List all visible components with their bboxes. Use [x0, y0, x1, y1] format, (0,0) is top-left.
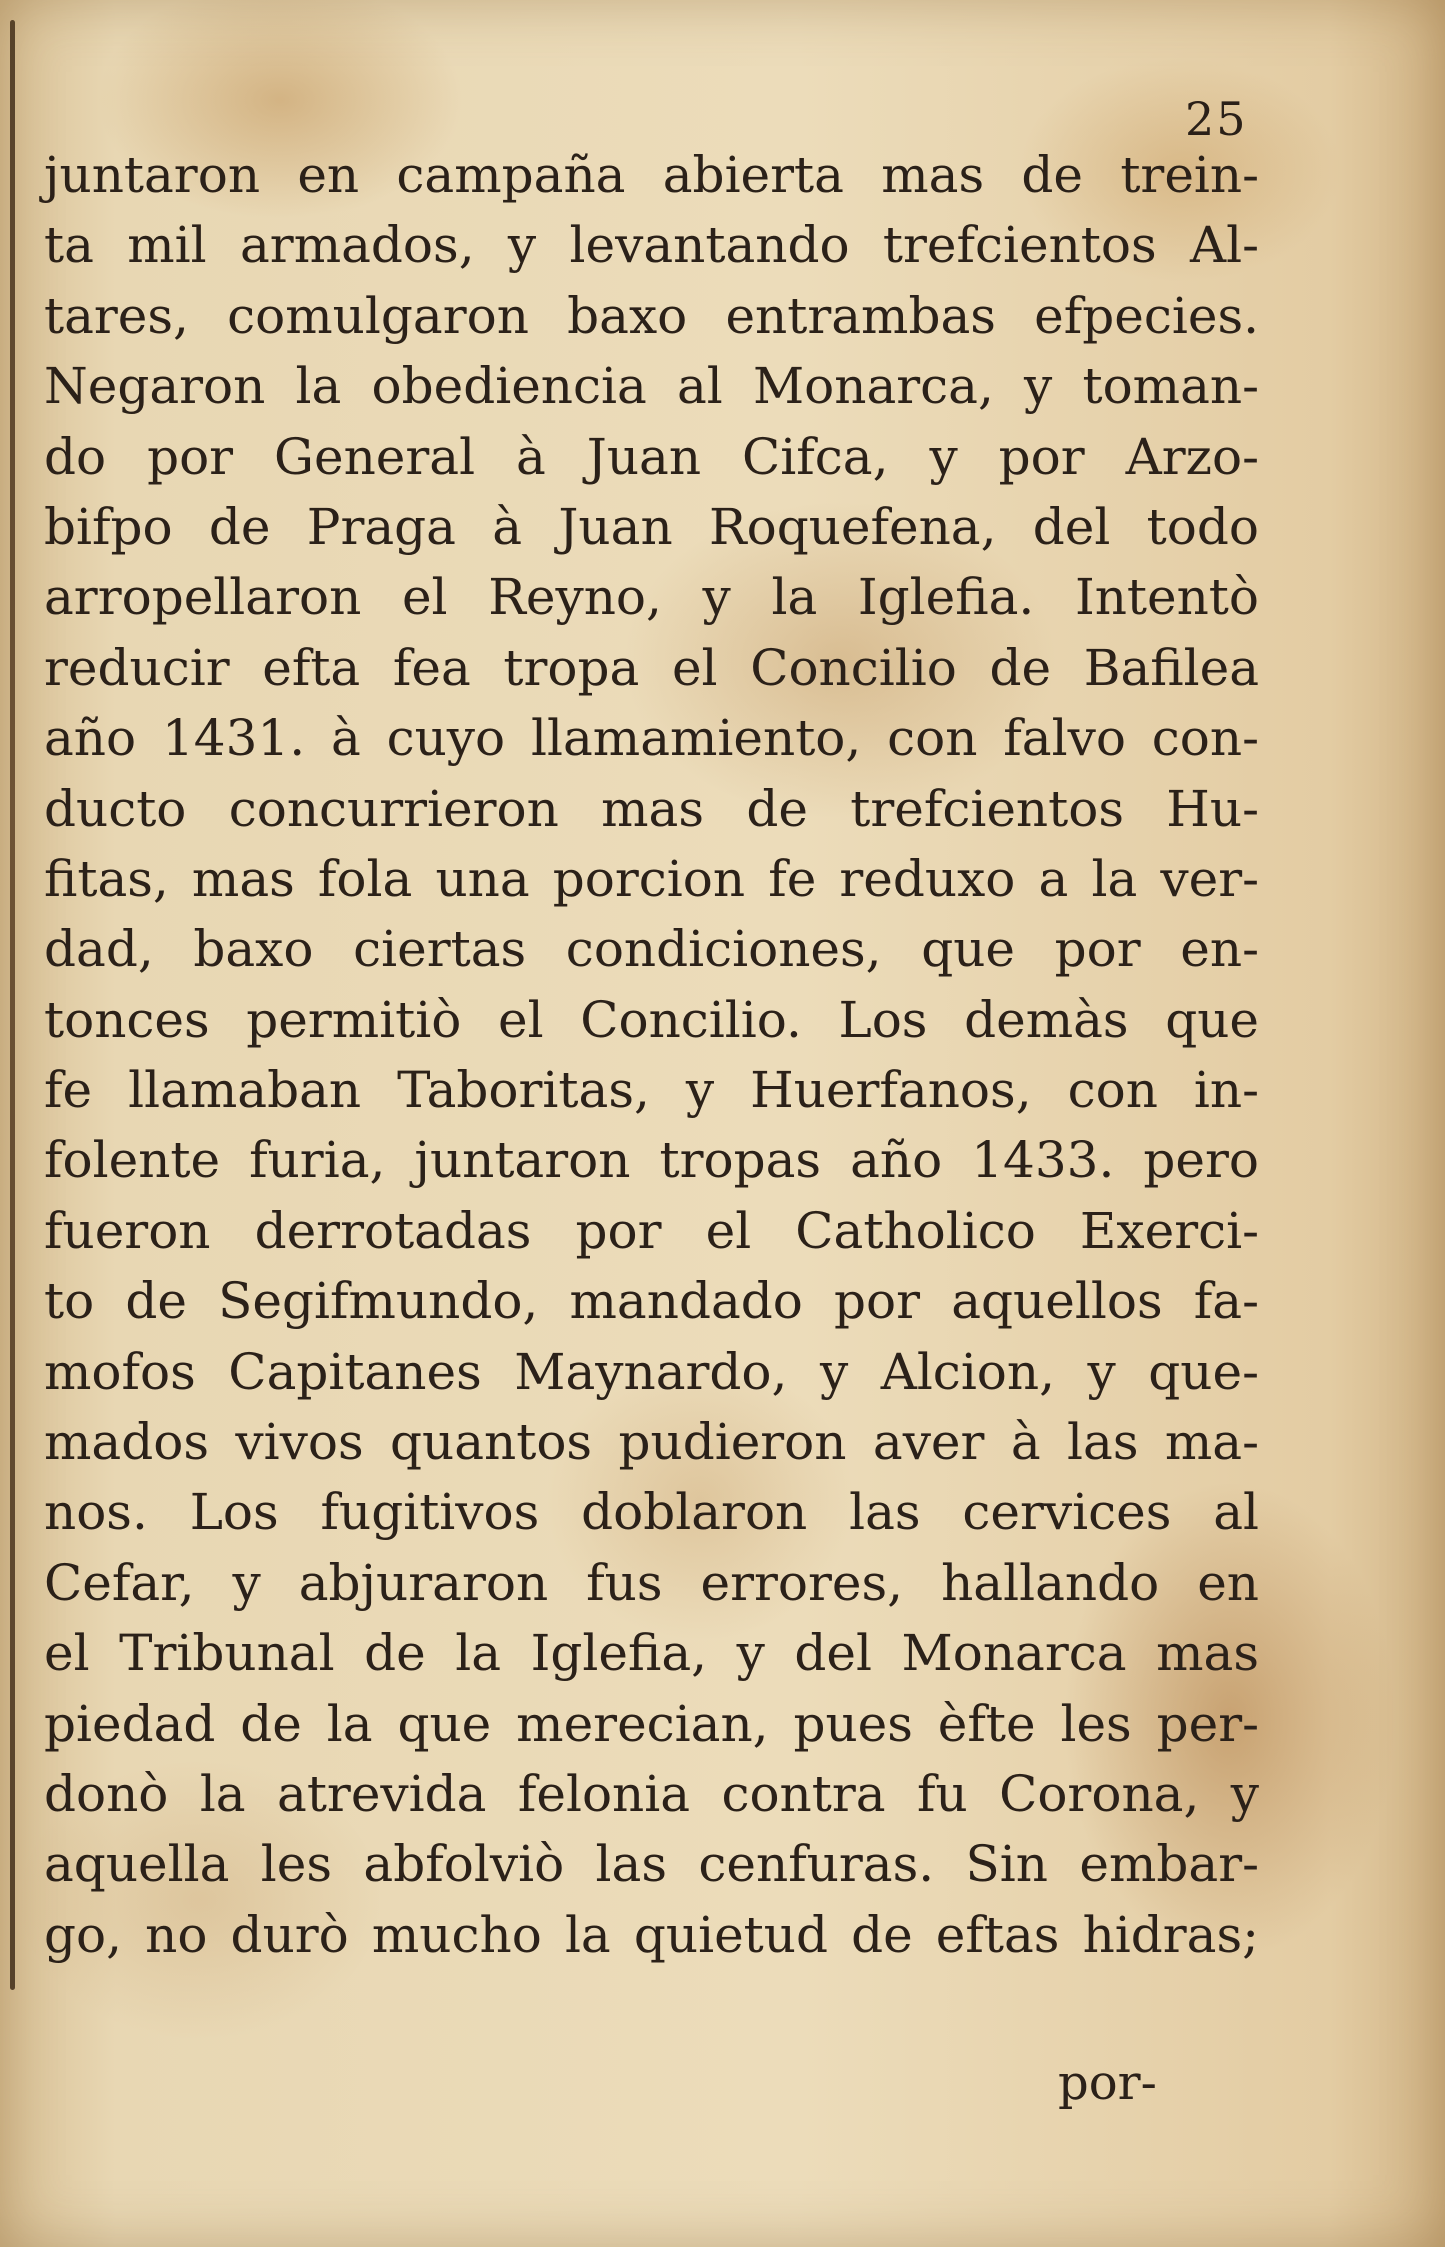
- text-line: reducir efta fea tropa el Concilio de Bafilea: [44, 638, 1259, 697]
- text-line: mados vivos quantos pudieron aver à las ma-: [44, 1413, 1259, 1472]
- text-line: nos. Los fugitivos doblaron las cervices al: [44, 1483, 1259, 1542]
- text-line: fueron derrotadas por el Catholico Exerci-: [44, 1201, 1259, 1260]
- text-line: fe llamaban Taboritas, y Huerfanos, con in-: [44, 1061, 1259, 1120]
- text-line: piedad de la que merecian, pues èfte les per-: [44, 1694, 1259, 1753]
- text-line: go, no durò mucho la quietud de eftas hidras;: [44, 1905, 1259, 1964]
- text-line: donò la atrevida felonia contra fu Corona, y: [44, 1764, 1259, 1823]
- body-text: [44, 140, 1259, 1970]
- text-line: aquella les abfolviò las cenfuras. Sin embar-: [44, 1835, 1259, 1894]
- text-line: folente furia, juntaron tropas año 1433. pero: [44, 1131, 1259, 1190]
- text-line: Negaron la obediencia al Monarca, y toman-: [44, 357, 1259, 416]
- text-line: dad, baxo ciertas condiciones, que por en-: [44, 920, 1259, 979]
- text-line: fitas, mas fola una porcion fe reduxo a la ver-: [44, 849, 1259, 908]
- page-number: 25: [1185, 92, 1248, 146]
- text-line: bifpo de Praga à Juan Roquefena, del todo: [44, 497, 1259, 556]
- text-line: Cefar, y abjuraron fus errores, hallando en: [44, 1553, 1259, 1612]
- text-line: tonces permitiò el Concilio. Los demàs que: [44, 990, 1259, 1049]
- text-line: ducto concurrieron mas de trefcientos Hu-: [44, 779, 1259, 838]
- binding-edge: [10, 20, 15, 1990]
- text-line: el Tribunal de la Iglefia, y del Monarca mas: [44, 1624, 1259, 1683]
- catchword: por-: [1058, 2055, 1157, 2111]
- text-line: mofos Capitanes Maynardo, y Alcion, y que-: [44, 1342, 1259, 1401]
- text-line: arropellaron el Reyno, y la Iglefia. Intentò: [44, 568, 1259, 627]
- text-line: do por General à Juan Cifca, y por Arzo-: [44, 427, 1259, 486]
- text-line: ta mil armados, y levantando trefcientos Al-: [44, 216, 1259, 275]
- text-line: juntaron en campaña abierta mas de trein-: [44, 146, 1259, 204]
- text-line: to de Segifmundo, mandado por aquellos fa-: [44, 1272, 1259, 1331]
- text-line: tares, comulgaron baxo entrambas efpecies.: [44, 286, 1259, 345]
- text-line: año 1431. à cuyo llamamiento, con falvo con-: [44, 709, 1259, 768]
